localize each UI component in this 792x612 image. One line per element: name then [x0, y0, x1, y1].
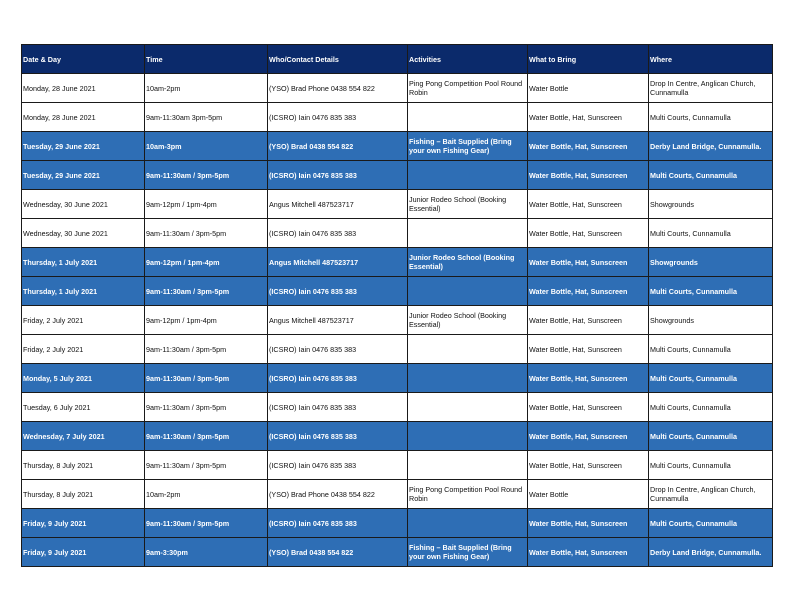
- cell-what-to-bring: Water Bottle, Hat, Sunscreen: [528, 219, 649, 248]
- table-row: [22, 451, 773, 480]
- cell-where: Multi Courts, Cunnamulla: [649, 161, 773, 190]
- cell-who-contact: (ICSRO) Iain 0476 835 383: [268, 277, 408, 306]
- cell-time: 9am-11:30am / 3pm-5pm: [145, 451, 268, 480]
- cell-who-contact: (ICSRO) Iain 0476 835 383: [268, 451, 408, 480]
- cell-what-to-bring: Water Bottle, Hat, Sunscreen: [528, 248, 649, 277]
- cell-activities: [408, 422, 528, 451]
- cell-who-contact: Angus Mitchell 487523717: [268, 190, 408, 219]
- cell-what-to-bring: Water Bottle, Hat, Sunscreen: [528, 335, 649, 364]
- cell-what-to-bring: Water Bottle: [528, 480, 649, 509]
- cell-time: 10am-2pm: [145, 480, 268, 509]
- cell-activities: Junior Rodeo School (Booking Essential): [408, 190, 528, 219]
- cell-where: Multi Courts, Cunnamulla: [649, 103, 773, 132]
- cell-what-to-bring: Water Bottle, Hat, Sunscreen: [528, 103, 649, 132]
- cell-date: Monday, 28 June 2021: [22, 103, 145, 132]
- table-row: [22, 509, 773, 538]
- header-activities: Activities: [408, 45, 528, 74]
- cell-time: 9am-12pm / 1pm-4pm: [145, 190, 268, 219]
- cell-who-contact: (YSO) Brad 0438 554 822: [268, 132, 408, 161]
- cell-time: 9am-12pm / 1pm-4pm: [145, 248, 268, 277]
- cell-where: Multi Courts, Cunnamulla: [649, 451, 773, 480]
- cell-date: Thursday, 8 July 2021: [22, 451, 145, 480]
- cell-activities: Ping Pong Competition Pool Round Robin: [408, 480, 528, 509]
- cell-date: Thursday, 8 July 2021: [22, 480, 145, 509]
- cell-activities: [408, 161, 528, 190]
- table-row: [22, 422, 773, 451]
- cell-who-contact: (ICSRO) Iain 0476 835 383: [268, 393, 408, 422]
- cell-where: Drop In Centre, Anglican Church, Cunnamulla: [649, 74, 773, 103]
- cell-activities: [408, 393, 528, 422]
- cell-what-to-bring: Water Bottle, Hat, Sunscreen: [528, 509, 649, 538]
- cell-where: Multi Courts, Cunnamulla: [649, 219, 773, 248]
- cell-who-contact: (YSO) Brad 0438 554 822: [268, 538, 408, 567]
- cell-where: Drop In Centre, Anglican Church, Cunnamulla: [649, 480, 773, 509]
- cell-time: 9am-11:30am / 3pm-5pm: [145, 161, 268, 190]
- cell-time: 9am-11:30am / 3pm-5pm: [145, 393, 268, 422]
- cell-activities: Fishing – Bait Supplied (Bring your own Fishing Gear): [408, 132, 528, 161]
- cell-what-to-bring: Water Bottle, Hat, Sunscreen: [528, 132, 649, 161]
- cell-activities: Junior Rodeo School (Booking Essential): [408, 306, 528, 335]
- cell-time: 9am-11:30am / 3pm-5pm: [145, 364, 268, 393]
- cell-activities: [408, 451, 528, 480]
- cell-date: Tuesday, 29 June 2021: [22, 132, 145, 161]
- cell-date: Thursday, 1 July 2021: [22, 277, 145, 306]
- cell-time: 9am-11:30am / 3pm-5pm: [145, 509, 268, 538]
- cell-date: Monday, 5 July 2021: [22, 364, 145, 393]
- cell-where: Showgrounds: [649, 190, 773, 219]
- cell-who-contact: (ICSRO) Iain 0476 835 383: [268, 422, 408, 451]
- cell-time: 9am-11:30am / 3pm-5pm: [145, 277, 268, 306]
- cell-where: Derby Land Bridge, Cunnamulla.: [649, 132, 773, 161]
- header-time: Time: [145, 45, 268, 74]
- cell-who-contact: (ICSRO) Iain 0476 835 383: [268, 364, 408, 393]
- table-row: [22, 190, 773, 219]
- cell-time: 9am-11:30am / 3pm-5pm: [145, 422, 268, 451]
- cell-time: 9am-11:30am / 3pm-5pm: [145, 219, 268, 248]
- table-row: [22, 335, 773, 364]
- table-row: [22, 74, 773, 103]
- table-row: [22, 103, 773, 132]
- schedule-table: [21, 44, 773, 567]
- cell-what-to-bring: Water Bottle, Hat, Sunscreen: [528, 364, 649, 393]
- cell-where: Multi Courts, Cunnamulla: [649, 277, 773, 306]
- cell-what-to-bring: Water Bottle, Hat, Sunscreen: [528, 306, 649, 335]
- table-row: [22, 306, 773, 335]
- cell-what-to-bring: Water Bottle, Hat, Sunscreen: [528, 277, 649, 306]
- table-row: [22, 364, 773, 393]
- table-row: [22, 538, 773, 567]
- cell-where: Multi Courts, Cunnamulla: [649, 335, 773, 364]
- cell-where: Multi Courts, Cunnamulla: [649, 364, 773, 393]
- table-row: [22, 277, 773, 306]
- cell-who-contact: (ICSRO) Iain 0476 835 383: [268, 509, 408, 538]
- cell-activities: Ping Pong Competition Pool Round Robin: [408, 74, 528, 103]
- cell-date: Monday, 28 June 2021: [22, 74, 145, 103]
- cell-what-to-bring: Water Bottle, Hat, Sunscreen: [528, 190, 649, 219]
- cell-time: 9am-3:30pm: [145, 538, 268, 567]
- cell-activities: [408, 277, 528, 306]
- cell-date: Tuesday, 29 June 2021: [22, 161, 145, 190]
- cell-what-to-bring: Water Bottle, Hat, Sunscreen: [528, 422, 649, 451]
- table-row: [22, 161, 773, 190]
- cell-date: Friday, 2 July 2021: [22, 306, 145, 335]
- table-row: [22, 219, 773, 248]
- cell-activities: [408, 103, 528, 132]
- cell-time: 9am-11:30am 3pm-5pm: [145, 103, 268, 132]
- cell-activities: Fishing – Bait Supplied (Bring your own Fishing Gear): [408, 538, 528, 567]
- cell-what-to-bring: Water Bottle, Hat, Sunscreen: [528, 161, 649, 190]
- cell-what-to-bring: Water Bottle, Hat, Sunscreen: [528, 451, 649, 480]
- cell-time: 10am-2pm: [145, 74, 268, 103]
- table-row: [22, 393, 773, 422]
- cell-time: 9am-12pm / 1pm-4pm: [145, 306, 268, 335]
- cell-who-contact: (YSO) Brad Phone 0438 554 822: [268, 480, 408, 509]
- cell-date: Wednesday, 7 July 2021: [22, 422, 145, 451]
- cell-date: Friday, 9 July 2021: [22, 538, 145, 567]
- cell-date: Friday, 2 July 2021: [22, 335, 145, 364]
- cell-what-to-bring: Water Bottle, Hat, Sunscreen: [528, 538, 649, 567]
- cell-who-contact: (YSO) Brad Phone 0438 554 822: [268, 74, 408, 103]
- cell-where: Derby Land Bridge, Cunnamulla.: [649, 538, 773, 567]
- header-where: Where: [649, 45, 773, 74]
- cell-date: Wednesday, 30 June 2021: [22, 190, 145, 219]
- cell-time: 9am-11:30am / 3pm-5pm: [145, 335, 268, 364]
- cell-date: Thursday, 1 July 2021: [22, 248, 145, 277]
- cell-who-contact: (ICSRO) Iain 0476 835 383: [268, 219, 408, 248]
- cell-who-contact: Angus Mitchell 487523717: [268, 248, 408, 277]
- table-row: [22, 480, 773, 509]
- table-row: [22, 132, 773, 161]
- cell-who-contact: (ICSRO) Iain 0476 835 383: [268, 161, 408, 190]
- table-row: [22, 248, 773, 277]
- cell-where: Multi Courts, Cunnamulla: [649, 509, 773, 538]
- cell-activities: [408, 364, 528, 393]
- cell-where: Multi Courts, Cunnamulla: [649, 393, 773, 422]
- cell-date: Friday, 9 July 2021: [22, 509, 145, 538]
- cell-date: Tuesday, 6 July 2021: [22, 393, 145, 422]
- cell-what-to-bring: Water Bottle: [528, 74, 649, 103]
- cell-activities: [408, 335, 528, 364]
- cell-activities: [408, 509, 528, 538]
- cell-time: 10am-3pm: [145, 132, 268, 161]
- cell-where: Showgrounds: [649, 306, 773, 335]
- cell-activities: [408, 219, 528, 248]
- cell-date: Wednesday, 30 June 2021: [22, 219, 145, 248]
- cell-activities: Junior Rodeo School (Booking Essential): [408, 248, 528, 277]
- cell-who-contact: Angus Mitchell 487523717: [268, 306, 408, 335]
- cell-who-contact: (ICSRO) Iain 0476 835 383: [268, 335, 408, 364]
- header-what-to-bring: What to Bring: [528, 45, 649, 74]
- cell-what-to-bring: Water Bottle, Hat, Sunscreen: [528, 393, 649, 422]
- header-row: [22, 45, 773, 74]
- header-date-day: Date & Day: [22, 45, 145, 74]
- cell-where: Showgrounds: [649, 248, 773, 277]
- cell-where: Multi Courts, Cunnamulla: [649, 422, 773, 451]
- cell-who-contact: (ICSRO) Iain 0476 835 383: [268, 103, 408, 132]
- header-who-contact: Who/Contact Details: [268, 45, 408, 74]
